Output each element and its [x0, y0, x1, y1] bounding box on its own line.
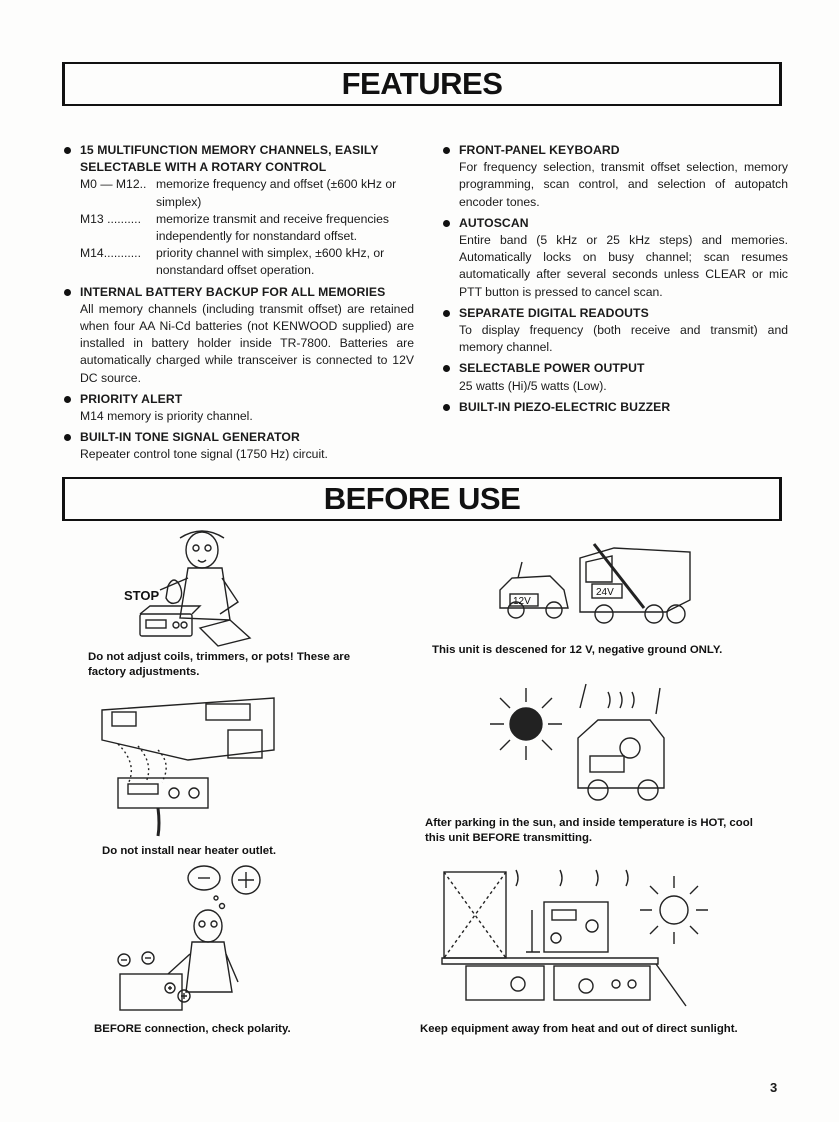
- features-right-column: [443, 142, 788, 420]
- bullet-icon: [443, 220, 450, 227]
- feature-digital-readouts: [443, 305, 788, 357]
- feature-priority-alert: [64, 391, 414, 425]
- feature-title: SELECTABLE POWER OUTPUT: [459, 361, 645, 376]
- bullet-icon: [443, 310, 450, 317]
- feature-body: Repeater control tone signal (1750 Hz) circuit.: [80, 447, 328, 462]
- feature-buzzer: [443, 399, 788, 416]
- bullet-icon: [443, 147, 450, 154]
- features-banner: [62, 62, 782, 106]
- caption-heater: Do not install near heater outlet.: [102, 845, 277, 857]
- bullet-icon: [64, 434, 71, 441]
- volt-12-label: 12V: [513, 596, 531, 607]
- feature-title: AUTOSCAN: [459, 215, 529, 230]
- memory-row: [80, 245, 414, 279]
- feature-body: For frequency selection, transmit offset selection, memory programming, scan control, and selection of autopatch encoder tones.: [459, 160, 788, 209]
- memory-row: [80, 211, 414, 245]
- bullet-icon: [64, 396, 71, 403]
- bullet-icon: [64, 289, 71, 296]
- feature-memory-channels: [64, 142, 414, 280]
- before-use-banner: [62, 477, 782, 521]
- feature-keyboard: [443, 142, 788, 211]
- equipment-sunlight-illustration: [436, 866, 716, 1016]
- features-left-column: [64, 142, 414, 468]
- before-use-heading: BEFORE USE: [323, 481, 521, 516]
- feature-body: Entire band (5 kHz or 25 kHz steps) and memories. Automatically locks on busy channel; scan resumes automatically after several seconds unless CLEAR or mic PTT button is pressed to cancel scan.: [459, 233, 788, 299]
- feature-tone-generator: [64, 429, 414, 463]
- feature-battery-backup: [64, 284, 414, 387]
- feature-body: M14 memory is priority channel.: [80, 409, 253, 424]
- feature-power-output: [443, 360, 788, 394]
- features-heading: FEATURES: [341, 66, 503, 101]
- memory-label: M13 ..........: [80, 211, 141, 226]
- caption-adjust: Do not adjust coils, trimmers, or pots! These are factory adjustments.: [88, 651, 351, 678]
- vehicles-voltage-illustration: [494, 538, 694, 628]
- hot-car-illustration: [480, 678, 670, 802]
- feature-title: INTERNAL BATTERY BACKUP FOR ALL MEMORIES: [80, 284, 386, 299]
- feature-title: BUILT-IN PIEZO-ELECTRIC BUZZER: [459, 399, 671, 414]
- feature-body: 25 watts (Hi)/5 watts (Low).: [459, 378, 607, 393]
- memory-description: memorize transmit and receive frequencies independently for nonstandard offset.: [156, 211, 390, 244]
- page-number: 3: [770, 1080, 778, 1095]
- feature-title: PRIORITY ALERT: [80, 391, 183, 406]
- bullet-icon: [64, 147, 71, 154]
- feature-title: 15 MULTIFUNCTION MEMORY CHANNELS, EASILY SELECTABLE WITH A ROTARY CONTROL: [80, 143, 379, 175]
- memory-row: [80, 176, 414, 210]
- memory-label: M0 — M12..: [80, 177, 147, 192]
- caption-hot: After parking in the sun, and inside temperature is HOT, cool this unit BEFORE transmitting.: [425, 817, 753, 844]
- volt-24-label: 24V: [596, 587, 614, 598]
- feature-body: To display frequency (both receive and transmit) and memory channel.: [459, 323, 788, 355]
- feature-autoscan: [443, 215, 788, 301]
- memory-description: memorize frequency and offset (±600 kHz or simplex): [156, 177, 397, 209]
- feature-title: SEPARATE DIGITAL READOUTS: [459, 305, 649, 320]
- feature-title: BUILT-IN TONE SIGNAL GENERATOR: [80, 430, 300, 445]
- memory-description: priority channel with simplex, ±600 kHz, or nonstandard offset operation.: [156, 246, 385, 278]
- caption-polarity: BEFORE connection, check polarity.: [94, 1023, 291, 1035]
- polarity-check-illustration: [110, 862, 280, 1022]
- bullet-icon: [443, 404, 450, 411]
- stop-label: STOP: [124, 588, 160, 603]
- caption-voltage: This unit is descened for 12 V, negative ground ONLY.: [432, 644, 723, 656]
- memory-label: M14...........: [80, 246, 141, 261]
- bullet-icon: [443, 365, 450, 372]
- heater-outlet-illustration: [98, 690, 278, 840]
- feature-body: All memory channels (including transmit offset) are retained when four AA Ni-Cd batteries (not KENWOOD supplied) are installed in battery holder inside TR-7800. Batteries are automatically charged while transceiver is connected to 12V DC source.: [80, 301, 414, 385]
- technician-adjusting-illustration: [110, 528, 270, 648]
- caption-sunlight: Keep equipment away from heat and out of direct sunlight.: [420, 1023, 738, 1035]
- feature-title: FRONT-PANEL KEYBOARD: [459, 143, 620, 157]
